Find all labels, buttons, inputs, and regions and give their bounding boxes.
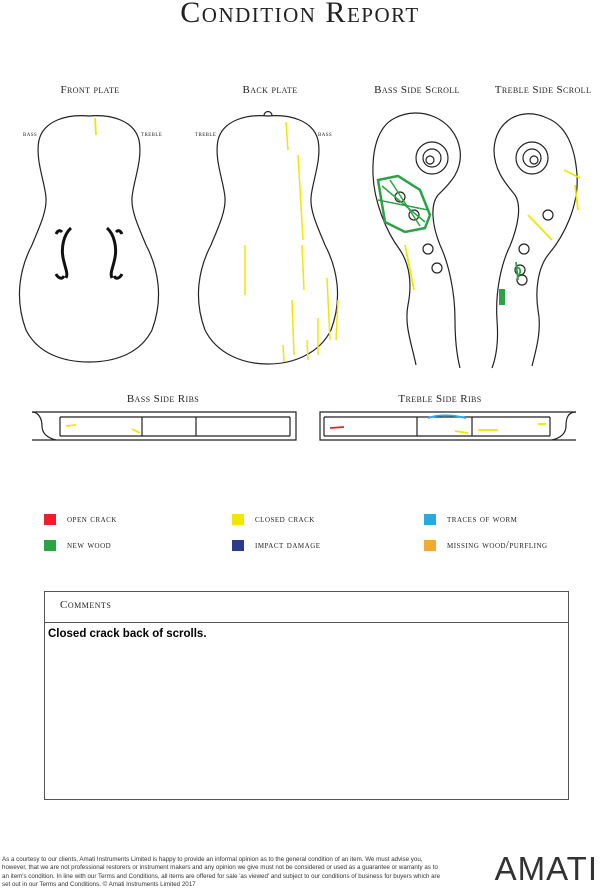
legend-label: traces of worm	[447, 514, 518, 525]
legend-label: closed crack	[255, 514, 315, 525]
bass-side-ribs-label: Bass Side Ribs	[126, 393, 200, 405]
treble-side-scroll-diagram	[492, 114, 580, 368]
bass-side-ribs-diagram	[32, 412, 296, 440]
front-plate-label: Front plate	[60, 84, 120, 96]
legend-swatch-yellow	[232, 514, 244, 525]
legend-swatch-navy	[232, 540, 244, 551]
comments-header: Comments	[45, 592, 568, 623]
legend-swatch-blue	[424, 514, 436, 525]
legend-swatch-orange	[424, 540, 436, 551]
back-plate-label: Back plate	[242, 84, 298, 96]
page-title: Condition Report	[180, 0, 420, 29]
comments-box	[44, 591, 569, 800]
legend-new-wood	[44, 540, 111, 551]
legend-impact-damage	[232, 540, 321, 551]
front-plate-diagram	[19, 116, 158, 362]
disclaimer-text: As a courtesy to our clients, Amati Instruments Limited is happy to provide an informal opinion as to the general condition of an item. We must advise you, however, that we are not professional restorers or instrument makers and any opinion we give must not be considered or used as a guarantee or warranty as to an item's condition. In line with our Terms and Conditions, all items are offered for sale 'as viewed' and subject to our conditions of business for buyers which are set out in our Terms and Conditions. © Amati Instruments Limited 2017	[2, 856, 441, 889]
legend-label: new wood	[67, 540, 112, 551]
legend-open-crack	[44, 514, 117, 525]
legend-swatch-red	[44, 514, 56, 525]
back-treble-label: treble	[195, 130, 217, 138]
treble-side-scroll-label: Treble Side Scroll	[494, 84, 592, 96]
legend-label: missing wood/purfling	[447, 540, 548, 551]
front-bass-label: bass	[23, 130, 38, 138]
legend-swatch-green	[44, 540, 56, 551]
comments-text[interactable]: Closed crack back of scrolls.	[48, 628, 207, 640]
back-plate-diagram	[198, 112, 338, 365]
legend-missing-wood	[424, 540, 548, 551]
treble-side-ribs-label: Treble Side Ribs	[398, 393, 482, 405]
amati-logo: AMATI	[494, 850, 598, 887]
bass-side-scroll-diagram	[373, 113, 460, 368]
bass-side-scroll-label: Bass Side Scroll	[374, 84, 460, 96]
legend-label: impact damage	[255, 540, 321, 551]
treble-side-ribs-diagram	[320, 412, 576, 440]
legend-label: open crack	[67, 514, 117, 525]
legend-closed-crack	[232, 514, 315, 525]
legend-traces-of-worm	[424, 514, 517, 525]
back-bass-label: bass	[318, 130, 333, 138]
front-treble-label: treble	[141, 130, 163, 138]
